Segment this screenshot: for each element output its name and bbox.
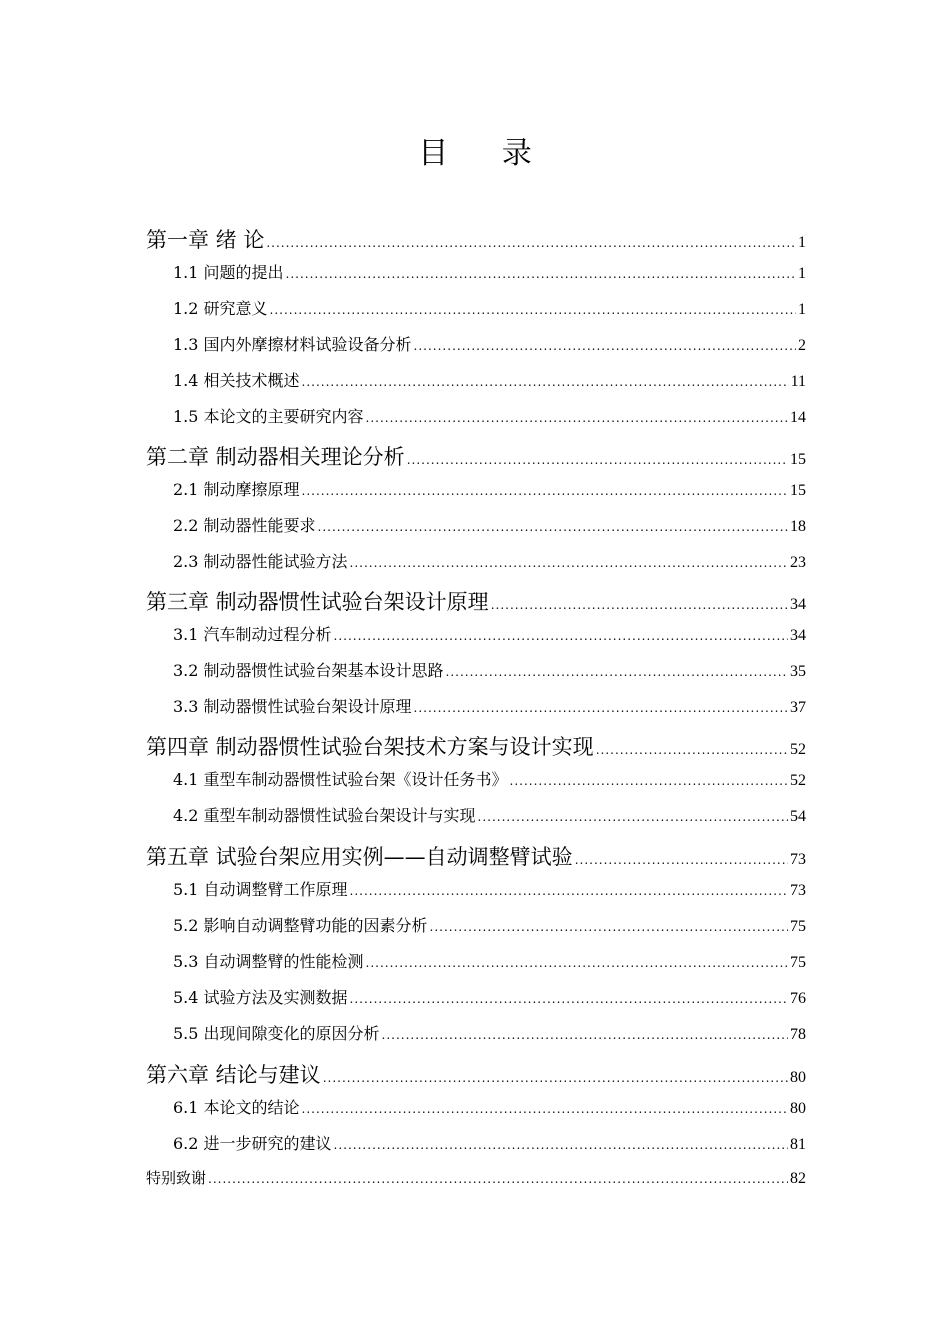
- toc-entry-label: 3.1 汽车制动过程分析: [173, 625, 332, 644]
- toc-section-entry[interactable]: [146, 368, 806, 391]
- dot-leader: [302, 484, 788, 498]
- toc-entry-label: 2.3 制动器性能试验方法: [173, 552, 348, 571]
- dot-leader: [510, 774, 788, 788]
- toc-entry-label: 第二章 制动器相关理论分析: [146, 445, 405, 469]
- toc-section-entry[interactable]: [146, 803, 806, 826]
- toc-entry-label: 5.1 自动调整臂工作原理: [173, 880, 348, 899]
- toc-section-entry[interactable]: [146, 513, 806, 536]
- dot-leader: [414, 701, 788, 715]
- dot-leader: [575, 853, 788, 867]
- toc-section-entry[interactable]: [146, 985, 806, 1008]
- dot-leader: [382, 1028, 788, 1042]
- toc-entry-label: 1.2 研究意义: [173, 299, 268, 318]
- dot-leader: [407, 453, 788, 467]
- toc-entry-label: 特别致谢: [146, 1169, 207, 1187]
- toc-entry-label: 1.5 本论文的主要研究内容: [173, 407, 364, 426]
- toc-chapter-entry[interactable]: [146, 224, 806, 254]
- toc-section-entry[interactable]: [146, 549, 806, 572]
- toc-section-entry[interactable]: [146, 767, 806, 790]
- toc-page-number: 23: [790, 554, 806, 571]
- toc-section-entry[interactable]: [146, 404, 806, 427]
- dot-leader: [491, 598, 788, 612]
- dot-leader: [350, 992, 788, 1006]
- toc-entry-label: 5.4 试验方法及实测数据: [173, 988, 348, 1007]
- toc-page-number: 73: [790, 882, 806, 899]
- toc-entry-label: 3.3 制动器惯性试验台架设计原理: [173, 697, 412, 716]
- toc-page-number: 11: [790, 373, 806, 390]
- toc-entry-label: 第四章 制动器惯性试验台架技术方案与设计实现: [146, 735, 594, 759]
- toc-page-number: 80: [790, 1100, 806, 1117]
- toc-entry-label: 1.3 国内外摩擦材料试验设备分析: [173, 335, 412, 354]
- toc-section-entry[interactable]: [146, 622, 806, 645]
- toc-entry-label: 1.4 相关技术概述: [173, 371, 300, 390]
- toc-section-entry[interactable]: [146, 332, 806, 355]
- dot-leader: [446, 665, 788, 679]
- toc-section-entry[interactable]: [146, 694, 806, 717]
- toc-section-entry[interactable]: [146, 260, 806, 283]
- toc-entry-label: 5.2 影响自动调整臂功能的因素分析: [173, 916, 428, 935]
- dot-leader: [430, 920, 788, 934]
- toc-entry-label: 6.1 本论文的结论: [173, 1098, 300, 1117]
- toc-entry-label: 5.5 出现间隙变化的原因分析: [173, 1024, 380, 1043]
- toc-page-number: 34: [790, 596, 806, 613]
- toc-entry-label: 2.1 制动摩擦原理: [173, 480, 300, 499]
- toc-page-number: 78: [790, 1026, 806, 1043]
- dot-leader: [208, 1172, 788, 1186]
- dot-leader: [334, 1138, 788, 1152]
- toc-page-number: 76: [790, 990, 806, 1007]
- toc-chapter-entry[interactable]: [146, 586, 806, 616]
- toc-section-entry[interactable]: [146, 658, 806, 681]
- toc-section-entry[interactable]: [146, 1021, 806, 1044]
- toc-chapter-entry[interactable]: [146, 441, 806, 471]
- toc-section-entry[interactable]: [146, 913, 806, 936]
- dot-leader: [596, 743, 788, 757]
- dot-leader: [302, 1102, 788, 1116]
- dot-leader: [350, 556, 788, 570]
- toc-entry-label: 第六章 结论与建议: [146, 1063, 321, 1087]
- dot-leader: [266, 236, 796, 250]
- toc-page-number: 75: [790, 954, 806, 971]
- toc-page-number: 15: [790, 451, 806, 468]
- toc-page-number: 18: [790, 518, 806, 535]
- toc-page-number: 54: [790, 808, 806, 825]
- toc-page-number: 75: [790, 918, 806, 935]
- dot-leader: [414, 339, 796, 353]
- toc-entry-label: 第三章 制动器惯性试验台架设计原理: [146, 590, 489, 614]
- toc-page-number: 52: [790, 741, 806, 758]
- dot-leader: [366, 956, 788, 970]
- toc-page-number: 34: [790, 627, 806, 644]
- toc-entry-label: 6.2 进一步研究的建议: [173, 1134, 332, 1153]
- toc-section-entry[interactable]: [146, 877, 806, 900]
- toc-page-number: 2: [798, 337, 806, 354]
- dot-leader: [350, 884, 788, 898]
- toc-page-number: 52: [790, 772, 806, 789]
- dot-leader: [302, 375, 789, 389]
- toc-page-number: 14: [790, 409, 806, 426]
- toc-section-entry[interactable]: [146, 949, 806, 972]
- toc-page-number: 73: [790, 851, 806, 868]
- dot-leader: [318, 520, 788, 534]
- toc-page-number: 1: [798, 234, 806, 251]
- toc-page-number: 82: [790, 1170, 806, 1187]
- toc-page-number: 1: [798, 301, 806, 318]
- toc-entry-label: 2.2 制动器性能要求: [173, 516, 316, 535]
- toc-page-number: 35: [790, 663, 806, 680]
- toc-section-entry[interactable]: [146, 1131, 806, 1154]
- toc-acknowledgement-entry[interactable]: [146, 1167, 806, 1188]
- dot-leader: [270, 303, 796, 317]
- dot-leader: [323, 1071, 788, 1085]
- toc-entry-label: 3.2 制动器惯性试验台架基本设计思路: [173, 661, 444, 680]
- toc-page-number: 1: [798, 265, 806, 282]
- dot-leader: [286, 267, 796, 281]
- dot-leader: [478, 810, 788, 824]
- toc-chapter-entry[interactable]: [146, 731, 806, 761]
- dot-leader: [334, 629, 788, 643]
- toc-entry-label: 5.3 自动调整臂的性能检测: [173, 952, 364, 971]
- toc-entry-label: 第五章 试验台架应用实例——自动调整臂试验: [146, 845, 573, 869]
- toc-entry-label: 4.2 重型车制动器惯性试验台架设计与实现: [173, 806, 476, 825]
- toc-entry-label: 第一章 绪 论: [146, 228, 265, 252]
- page-title: 目 录: [418, 136, 554, 171]
- toc-entry-label: 1.1 问题的提出: [173, 263, 284, 282]
- toc-entry-label: 4.1 重型车制动器惯性试验台架《设计任务书》: [173, 770, 508, 789]
- toc-page-number: 15: [790, 482, 806, 499]
- toc-page-number: 37: [790, 699, 806, 716]
- toc-chapter-entry[interactable]: [146, 841, 806, 871]
- toc-page-number: 80: [790, 1069, 806, 1086]
- toc-chapter-entry[interactable]: [146, 1059, 806, 1089]
- toc-section-entry[interactable]: [146, 296, 806, 319]
- toc-section-entry[interactable]: [146, 1095, 806, 1118]
- toc-section-entry[interactable]: [146, 477, 806, 500]
- toc-page-number: 81: [790, 1136, 806, 1153]
- dot-leader: [366, 411, 788, 425]
